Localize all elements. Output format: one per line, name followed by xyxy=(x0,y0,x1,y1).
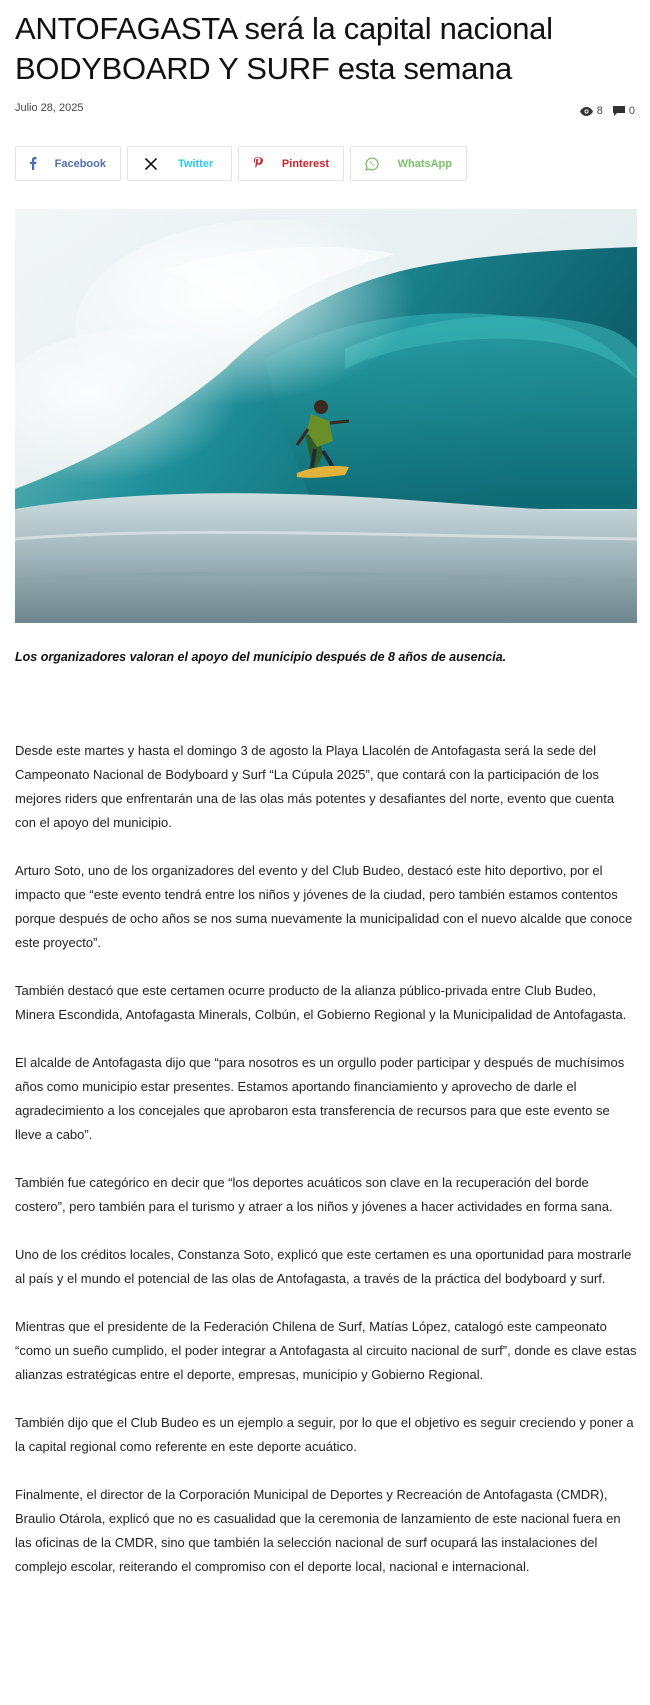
comment-icon xyxy=(613,106,625,116)
image-caption: Los organizadores valoran el apoyo del municipio después de 8 años de ausencia. xyxy=(15,650,507,664)
comments-value: 0 xyxy=(628,105,635,117)
share-twitter-button[interactable] xyxy=(127,146,232,181)
share-whatsapp-button[interactable] xyxy=(350,146,467,181)
article-title: ANTOFAGASTA será la capital nacional BODYBOARD Y SURF esta semana xyxy=(15,11,553,86)
share-twitter-label: Twitter xyxy=(178,157,214,170)
share-facebook-button[interactable] xyxy=(15,146,121,181)
article-paragraph: También destacó que este certamen ocurre producto de la alianza público-privada entre Club Budeo, Minera Escondida, Antofagasta Minerals, Colbún, el Gobierno Regional y la Municipalidad de Antofagasta. xyxy=(15,983,627,1022)
article-paragraph: Finalmente, el director de la Corporación Municipal de Deportes y Recreación de Antofagasta (CMDR), Braulio Otárola, explicó que no es casualidad que la ceremonia de lanzamiento de este nacional fuera en las oficinas de la CMDR, sino que también la selección nacional de surf ocupará las instalaciones del complejo escolar, reiterando el compromiso con el deporte local, nacional e internacional. xyxy=(15,1487,621,1574)
surfer-wave-illustration xyxy=(15,209,637,623)
article-paragraph: Mientras que el presidente de la Federación Chilena de Surf, Matías López, catalogó este campeonato “como un sueño cumplido, el poder integrar a Antofagasta al circuito nacional de surf”, donde es clave estas alianzas estratégicas entre el deporte, empresas, municipio y Gobierno Regional. xyxy=(15,1319,637,1382)
publish-date: Julio 28, 2025 xyxy=(15,102,84,114)
featured-image xyxy=(15,209,637,623)
article-paragraph: También dijo que el Club Budeo es un ejemplo a seguir, por lo que el objetivo es seguir creciendo y poner a la capital regional como referente en este deporte acuático. xyxy=(15,1415,634,1454)
article-paragraph: Desde este martes y hasta el domingo 3 de agosto la Playa Llacolén de Antofagasta será la sede del Campeonato Nacional de Bodyboard y Surf “La Cúpula 2025”, que contará con la participación de los mejores riders que enfrentarán una de las olas más potentes y desafiantes del norte, evento que cuenta con el apoyo del municipio. xyxy=(15,743,615,830)
x-icon xyxy=(140,153,162,175)
share-facebook-label: Facebook xyxy=(54,157,106,170)
comments-count[interactable] xyxy=(613,105,635,117)
facebook-icon xyxy=(28,153,39,175)
views-count xyxy=(580,105,603,117)
article-meta xyxy=(15,102,635,120)
article-body xyxy=(15,739,637,1603)
share-whatsapp-label: WhatsApp xyxy=(397,157,452,170)
article-stats xyxy=(570,105,635,117)
eye-icon xyxy=(580,107,593,116)
share-pinterest-button[interactable] xyxy=(238,146,344,181)
whatsapp-icon xyxy=(363,153,382,175)
article-paragraph: El alcalde de Antofagasta dijo que “para nosotros es un orgullo poder participar y después de muchísimos años como municipio estar presentes. Estamos aportando financiamiento y aprovecho de darle el agradecimiento a los concejales que aprobaron esta transferencia de recursos para que este evento se lleve a cabo”. xyxy=(15,1055,625,1142)
article-paragraph: Arturo Soto, uno de los organizadores del evento y del Club Budeo, destacó este hito deportivo, por el impacto que “este evento tendrá entre los niños y jóvenes de la ciudad, pero también estamos contentos porque después de ocho años se nos suma nuevamente la municipalidad con el nuevo alcalde que conoce este proyecto”. xyxy=(15,863,633,950)
share-buttons xyxy=(15,146,473,181)
views-value: 8 xyxy=(596,105,603,117)
pinterest-icon xyxy=(251,153,266,175)
share-pinterest-label: Pinterest xyxy=(281,157,329,170)
article-paragraph: Uno de los créditos locales, Constanza Soto, explicó que este certamen es una oportunidad para mostrarle al país y el mundo el potencial de las olas de Antofagasta, a través de la práctica del bodyboard y surf. xyxy=(15,1247,632,1286)
article-paragraph: También fue categórico en decir que “los deportes acuáticos son clave en la recuperación del borde costero”, pero también para el turismo y atraer a los niños y jóvenes a hacer actividades en forma sana. xyxy=(15,1175,613,1214)
